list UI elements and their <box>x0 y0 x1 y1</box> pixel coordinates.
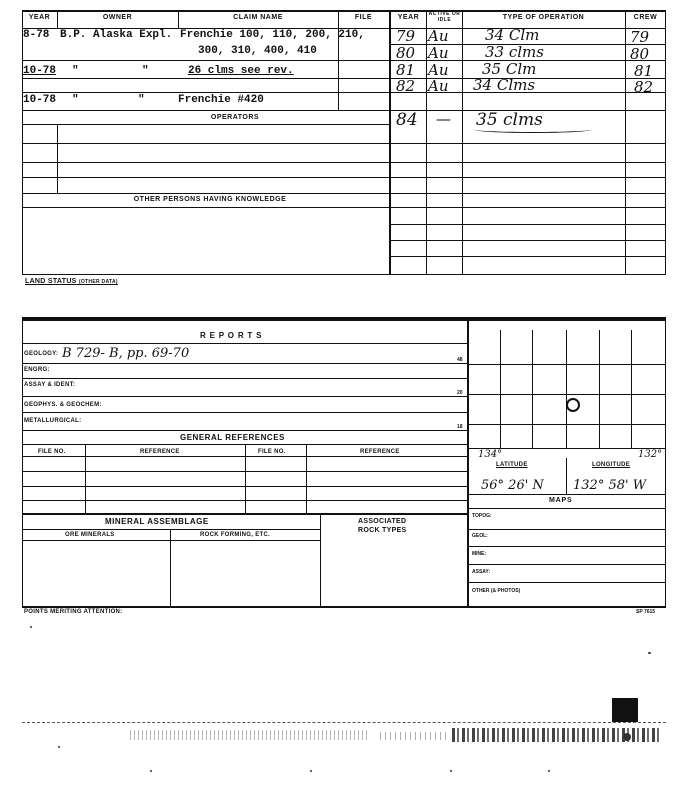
col-active-idle: ACTIVE OR IDLE <box>428 11 461 23</box>
col-crew: CREW <box>633 14 658 21</box>
ore-minerals-label: ORE MINERALS <box>65 532 115 538</box>
form-code: SP 7615 <box>636 609 656 615</box>
owner-row-2-year: 10-78 <box>23 65 57 77</box>
op-1-type: 34 Clm <box>485 26 540 44</box>
owner-row-1-year: 8-78 <box>23 29 50 41</box>
col-year: YEAR <box>28 14 51 21</box>
maps-other-label: OTHER (& PHOTOS) <box>472 588 521 594</box>
metallurgical-label: METALLURGICAL: <box>24 418 82 424</box>
marker-18: 18 <box>457 424 463 430</box>
owner-row-1-claim-line2: 300, 310, 400, 410 <box>198 45 317 57</box>
owner-row-3-owner: " <box>72 94 79 106</box>
latitude-label: LATITUDE <box>496 462 528 468</box>
op-3-year: 81 <box>396 61 416 79</box>
engrg-label: ENGRG: <box>24 367 50 373</box>
op-2-crew: 80 <box>630 45 650 63</box>
ref-col-file-no-2: FILE NO. <box>258 449 286 455</box>
owner-row-1-claim: Frenchie 100, 110, 200, 210, <box>180 29 365 41</box>
rock-forming-label: ROCK FORMING, ETC. <box>200 532 271 538</box>
operators-label: OPERATORS <box>210 114 260 121</box>
col-claim-name: CLAIM NAME <box>233 14 283 21</box>
owner-row-2-claim: 26 clms see rev. <box>188 65 294 77</box>
op-5-status: — <box>436 110 451 128</box>
owner-row-1-owner: B.P. Alaska Expl. <box>60 29 173 41</box>
op-2-year: 80 <box>396 44 416 62</box>
ref-col-reference-2: REFERENCE <box>360 449 400 455</box>
maps-topog-label: TOPOG: <box>472 513 492 519</box>
op-4-type: 34 Clms <box>473 76 536 94</box>
op-4-crew: 82 <box>634 78 654 96</box>
location-marker <box>566 398 580 412</box>
op-2-type: 33 clms <box>485 43 544 61</box>
col-file: FILE <box>354 14 373 21</box>
op-2-status: Au <box>428 44 449 62</box>
op-4-year: 82 <box>396 77 416 95</box>
op-3-crew: 81 <box>634 62 654 80</box>
owner-row-3-year: 10-78 <box>23 94 57 106</box>
points-meriting-attention-label: POINTS MERITING ATTENTION: <box>24 609 123 615</box>
col-type-of-operation: TYPE OF OPERATION <box>502 14 585 21</box>
maps-assay-label: ASSAY: <box>472 569 491 575</box>
maps-geol-label: GEOL: <box>472 533 488 539</box>
lon-degree: 132° <box>638 449 663 460</box>
geophys-label: GEOPHYS. & GEOCHEM: <box>24 402 102 408</box>
top-border <box>22 10 666 12</box>
latitude-value: 56° 26' N <box>481 478 544 493</box>
other-persons-label: OTHER PERSONS HAVING KNOWLEDGE <box>133 196 287 203</box>
owner-row-3-claim: Frenchie #420 <box>178 94 264 106</box>
maps-label: MAPS <box>549 497 573 504</box>
longitude-value: 132° 58' W <box>573 478 647 493</box>
op-4-status: Au <box>428 77 449 95</box>
mineral-assemblage-title: MINERAL ASSEMBLAGE <box>105 517 209 526</box>
marker-48: 48 <box>457 357 463 363</box>
op-1-crew: 79 <box>630 28 650 46</box>
col-owner: OWNER <box>102 14 133 21</box>
op-1-year: 79 <box>396 27 416 45</box>
op-5-underline <box>474 126 592 133</box>
owner-row-2-owner: " <box>72 65 79 77</box>
associated-label: ASSOCIATED <box>358 518 407 525</box>
op-5-year: 84 <box>396 110 418 130</box>
owner-row-3-owner-ditto: " <box>138 94 145 106</box>
op-5-type: 35 clms <box>476 110 543 130</box>
general-references-title: GENERAL REFERENCES <box>180 433 285 442</box>
maps-mine-label: MINE: <box>472 551 487 557</box>
ref-col-reference: REFERENCE <box>140 449 180 455</box>
op-3-type: 35 Clm <box>482 60 537 78</box>
geology-value: B 729- B, pp. 69-70 <box>62 346 190 361</box>
col-year-2: YEAR <box>397 14 420 21</box>
land-status-label: LAND STATUS (OTHER DATA) <box>25 278 118 285</box>
op-1-status: Au <box>428 27 449 45</box>
geology-label: GEOLOGY: <box>24 351 59 357</box>
reports-title: R E P O R T S <box>200 331 263 340</box>
marker-20: 20 <box>457 390 463 396</box>
owner-row-2-owner-ditto: " <box>142 65 149 77</box>
longitude-label: LONGITUDE <box>592 462 631 468</box>
scan-black-block <box>612 698 638 722</box>
rock-types-label: ROCK TYPES <box>358 527 407 534</box>
ref-col-file-no: FILE NO. <box>38 449 66 455</box>
op-3-status: Au <box>428 61 449 79</box>
lat-degree: 134° <box>478 449 503 460</box>
reports-top-bar <box>22 317 665 321</box>
assay-label: ASSAY & IDENT: <box>24 382 76 388</box>
